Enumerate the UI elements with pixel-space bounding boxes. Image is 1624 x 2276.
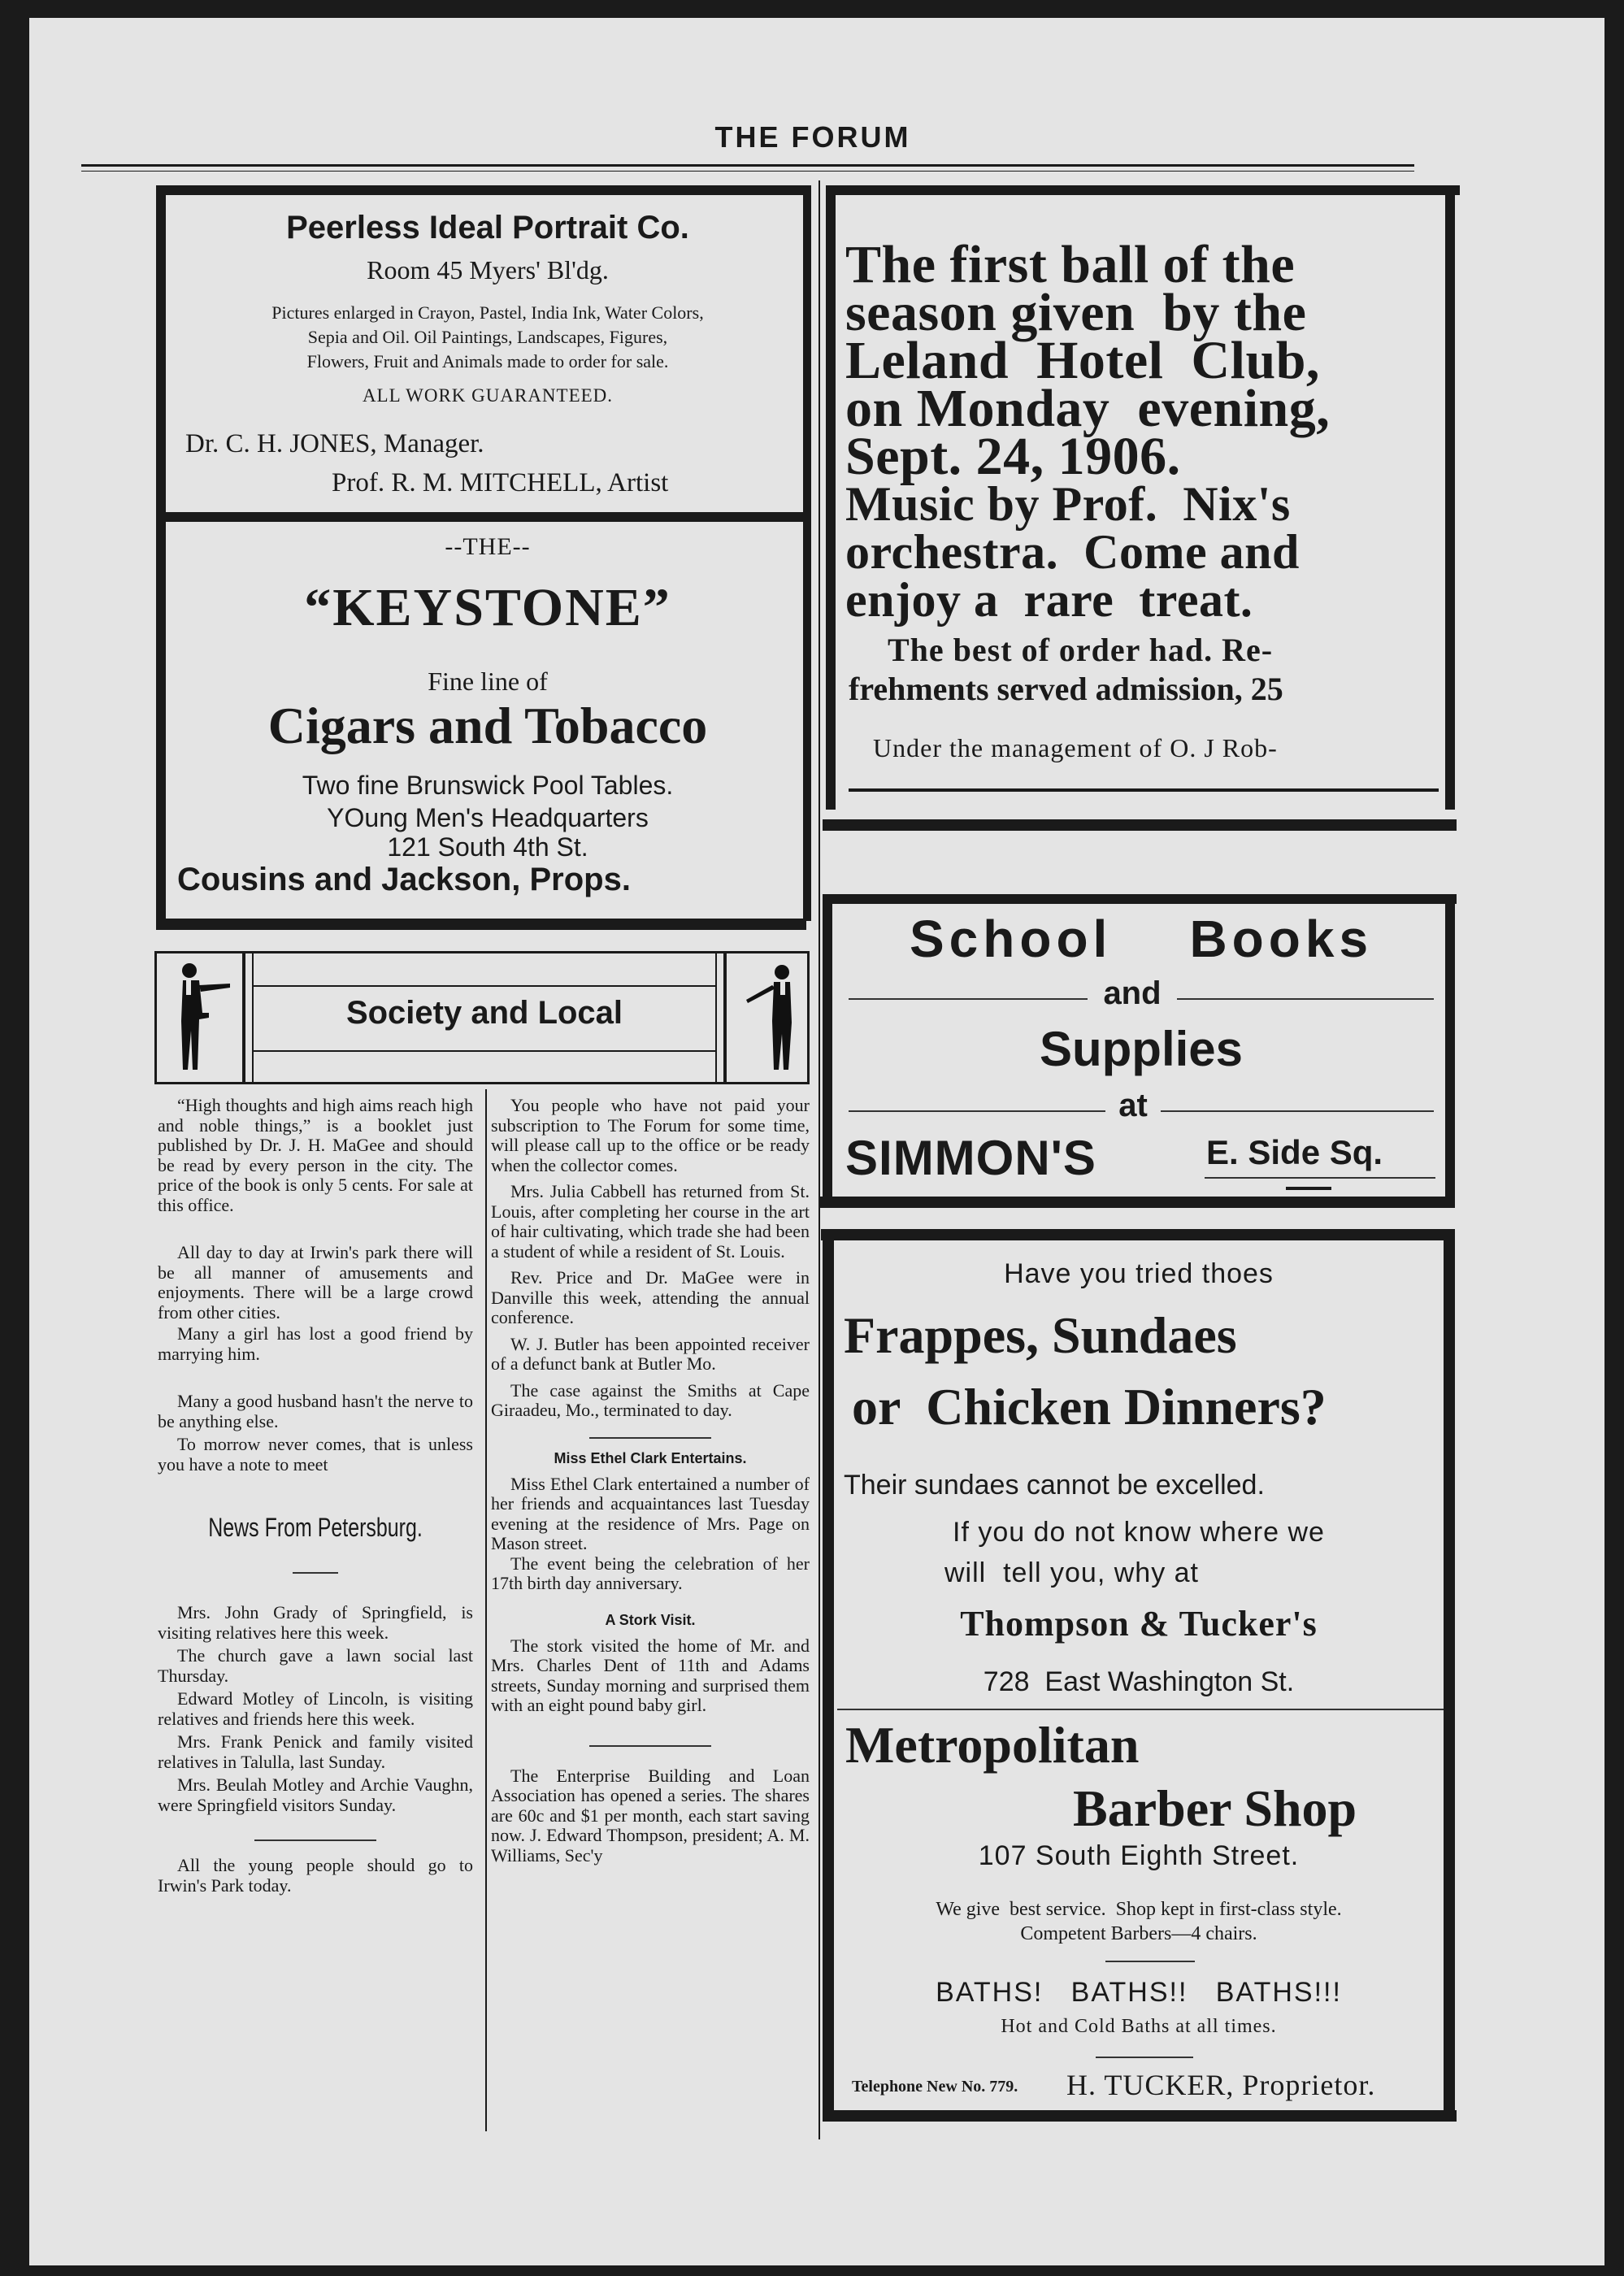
ball-box-bottom: [823, 819, 1457, 831]
ball-headline-line: on Monday evening,: [845, 379, 1331, 438]
news-petersburg-heading: News From Petersburg.: [208, 1513, 423, 1542]
mid-heading-ethel: Miss Ethel Clark Entertains.: [554, 1449, 747, 1466]
mid-paragraph-5: The case against the Smiths at Cape Giraadeu, Mo., terminated to day.: [491, 1379, 810, 1420]
frappe-box-left: [823, 1229, 834, 2122]
left-box-left: [156, 185, 166, 921]
left-box-top: [161, 185, 811, 195]
barber-rule-2: [1096, 2057, 1193, 2058]
frappe-barber-divider: [837, 1709, 1444, 1710]
ball-headline-line: enjoy a rare treat.: [845, 573, 1253, 627]
left-box-bottom: [156, 919, 806, 930]
peerless-desc-1: Pictures enlarged in Crayon, Pastel, India Ink, Water Colors,: [271, 302, 704, 323]
barber-shop: Barber Shop: [1073, 1779, 1357, 1837]
mid-paragraph-2: Mrs. Julia Cabbell has returned from St. Louis, after completing her course in the art of hair cultivating, which trade she had been a student of while a resident of St. Louis.: [491, 1181, 810, 1262]
news-item-5: Mrs. Beulah Motley and Archie Vaughn, were Springfield visitors Sunday.: [158, 1774, 473, 1815]
keystone-the: --THE--: [445, 533, 531, 560]
school-rule-2: [849, 1110, 1105, 1112]
ball-rule: [849, 788, 1439, 792]
barber-metro: Metropolitan: [845, 1716, 1140, 1774]
masthead-rule-2: [81, 171, 1414, 172]
society-banner-line-top: [254, 985, 715, 987]
mid-paragraph-1: You people who have not paid your subscription to The Forum for some time, will please call up to the office or be ready when the collector comes.: [491, 1095, 810, 1175]
peerless-guarantee: ALL WORK GUARANTEED.: [362, 385, 614, 406]
gentleman-figure-right-icon: [732, 956, 805, 1078]
news-item-3: Edward Motley of Lincoln, is visiting relatives and friends here this week.: [158, 1688, 473, 1729]
ball-management: Under the management of O. J Rob-: [873, 733, 1278, 762]
ball-headline-line: Leland Hotel Club,: [845, 331, 1320, 390]
ball-headline-line: orchestra. Come and: [845, 525, 1300, 579]
ball-order: The best of order had. Re-: [888, 632, 1274, 668]
frappe-name: Thompson & Tucker's: [960, 1604, 1318, 1644]
school-rule-3b: [1286, 1187, 1331, 1190]
left-paragraph-2: All day to day at Irwin's park there will be all manner of amusements and enjoyments. There will be a large crowd from other cities.: [158, 1242, 473, 1323]
keystone-street: 121 South 4th St.: [387, 832, 588, 862]
news-item-2: The church gave a lawn social last Thursday.: [158, 1645, 473, 1686]
ball-headline-line: The first ball of the: [845, 235, 1296, 294]
barber-baths: BATHS! BATHS!! BATHS!!!: [936, 1977, 1342, 2008]
peerless-room: Room 45 Myers' Bl'dg.: [367, 255, 609, 284]
keystone-name: “KEYSTONE”: [304, 578, 671, 637]
mid-rule-2: [589, 1745, 711, 1747]
masthead-rule: [81, 164, 1414, 167]
mid-paragraph-7: The event being the celebration of her 17th birth day anniversary.: [491, 1553, 810, 1593]
society-banner-line-bottom: [254, 1050, 715, 1052]
keystone-pool: Two fine Brunswick Pool Tables.: [302, 771, 674, 800]
mid-paragraph-3: Rev. Price and Dr. MaGee were in Danville this week, attending the annual conference.: [491, 1267, 810, 1327]
news-end-rule: [254, 1839, 376, 1841]
center-divider: [819, 180, 820, 2139]
frappe-box-bottom: [823, 2110, 1457, 2122]
news-item-6: All the young people should go to Irwin's Park today.: [158, 1855, 473, 1896]
barber-address: 107 South Eighth Street.: [978, 1840, 1300, 1871]
school-side: E. Side Sq.: [1206, 1133, 1383, 1171]
left-column: [158, 1096, 473, 1896]
mid-paragraph-8: The stork visited the home of Mr. and Mrs. Charles Dent of 11th and Adams streets, Sunday morning and surprised them with an eight pound baby girl.: [491, 1635, 810, 1715]
peerless-artist: Prof. R. M. MITCHELL, Artist: [332, 468, 669, 497]
mid-paragraph-9: The Enterprise Building and Loan Association has opened a series. The shares are 60c and $1 per month, each start saving now. J. Edward Thompson, president; A. M. Williams, Sec'y: [491, 1765, 810, 1866]
barber-phone: Telephone New No. 779.: [852, 2078, 1018, 2096]
school-box-bottom: [819, 1197, 1455, 1208]
peerless-desc-2: Sepia and Oil. Oil Paintings, Landscapes, Figures,: [307, 327, 668, 347]
school-simmons: SIMMON'S: [845, 1131, 1096, 1185]
barber-hot-cold: Hot and Cold Baths at all times.: [1001, 2016, 1277, 2037]
school-at: at: [1118, 1088, 1148, 1123]
ball-headline-line: season given by the: [845, 283, 1307, 342]
mid-paragraph-4: W. J. Butler has been appointed receiver of a defunct bank at Butler Mo.: [491, 1333, 810, 1374]
society-banner-inner-left: [242, 951, 245, 1084]
school-box-left: [823, 894, 832, 1208]
school-and: and: [1103, 975, 1162, 1011]
frappe-line-2: or Chicken Dinners?: [852, 1378, 1327, 1436]
middle-column: [491, 1096, 810, 1866]
frappe-address: 728 East Washington St.: [983, 1666, 1295, 1697]
barber-service-1: We give best service. Shop kept in first-class style.: [936, 1899, 1342, 1920]
ball-headline: [845, 235, 1447, 627]
society-banner-inner-right: [715, 951, 717, 1084]
peerless-desc-3: Flowers, Fruit and Animals made to order for sale.: [306, 351, 669, 371]
school-rule-1b: [1177, 998, 1434, 1000]
keystone-cigars: Cigars and Tobacco: [267, 697, 708, 754]
frappe-box-top: [821, 1229, 1455, 1240]
left-paragraph-4: Many a good husband hasn't the nerve to be anything else.: [158, 1391, 473, 1431]
barber-rule-1: [1105, 1961, 1195, 1962]
school-rule-3: [1205, 1177, 1435, 1179]
society-banner-inner-right-2: [723, 951, 727, 1084]
barber-proprietor: H. TUCKER, Proprietor.: [1066, 2069, 1376, 2101]
school-rule-2b: [1161, 1110, 1434, 1112]
mid-heading-stork: A Stork Visit.: [605, 1611, 696, 1628]
frappe-box-right: [1444, 1229, 1455, 2122]
news-item-4: Mrs. Frank Penick and family visited relatives in Talulla, last Sunday.: [158, 1731, 473, 1772]
left-paragraph-5: To morrow never comes, that is unless you have a note to meet: [158, 1434, 473, 1475]
left-paragraph-3: Many a girl has lost a good friend by marrying him.: [158, 1323, 473, 1364]
ball-headline-line: Sept. 24, 1906.: [845, 427, 1181, 486]
frappe-sundaes: Their sundaes cannot be excelled.: [844, 1470, 1265, 1501]
ball-box-top: [826, 185, 1460, 195]
ball-refreshments: frehments served admission, 25: [849, 671, 1283, 707]
keystone-fine: Fine line of: [428, 667, 548, 696]
frappe-question: Have you tried thoes: [1004, 1258, 1274, 1289]
peerless-manager: Dr. C. H. JONES, Manager.: [185, 429, 484, 458]
school-box-top: [823, 894, 1457, 904]
society-title: Society and Local: [345, 995, 623, 1031]
masthead-title: THE FORUM: [714, 120, 911, 154]
frappe-line-1: Frappes, Sundaes: [844, 1306, 1237, 1364]
mid-paragraph-6: Miss Ethel Clark entertained a number of her friends and acquaintances last Tuesday evening at the residence of Mrs. Page on Mason street.: [491, 1473, 810, 1553]
mid-rule-1: [589, 1437, 711, 1439]
frappe-know-2: will tell you, why at: [944, 1557, 1199, 1588]
text-column-divider: [485, 1089, 487, 2131]
barber-service-2: Competent Barbers—4 chairs.: [1020, 1923, 1257, 1944]
news-item-1: Mrs. John Grady of Springfield, is visiting relatives here this week.: [158, 1602, 473, 1643]
gentleman-figure-left-icon: [167, 956, 240, 1078]
peerless-name: Peerless Ideal Portrait Co.: [286, 210, 689, 245]
left-box-mid: [161, 512, 811, 522]
school-supplies: Supplies: [1039, 1022, 1244, 1076]
keystone-props: Cousins and Jackson, Props.: [177, 862, 631, 897]
keystone-hq: YOung Men's Headquarters: [327, 803, 649, 832]
frappe-know-1: If you do not know where we: [953, 1517, 1325, 1548]
school-title: School Books: [909, 910, 1374, 968]
left-paragraph-1: “High thoughts and high aims reach high and noble things,” is a booklet just published by Dr. J. H. MaGee and should be read by every person in the city. The price of the book is only 5 cents. For sale at this office.: [158, 1095, 473, 1215]
ball-headline-line: Music by Prof. Nix's: [845, 477, 1291, 531]
ball-box-left: [826, 185, 836, 810]
school-rule-1: [849, 998, 1088, 1000]
news-heading-rule: [293, 1572, 338, 1574]
